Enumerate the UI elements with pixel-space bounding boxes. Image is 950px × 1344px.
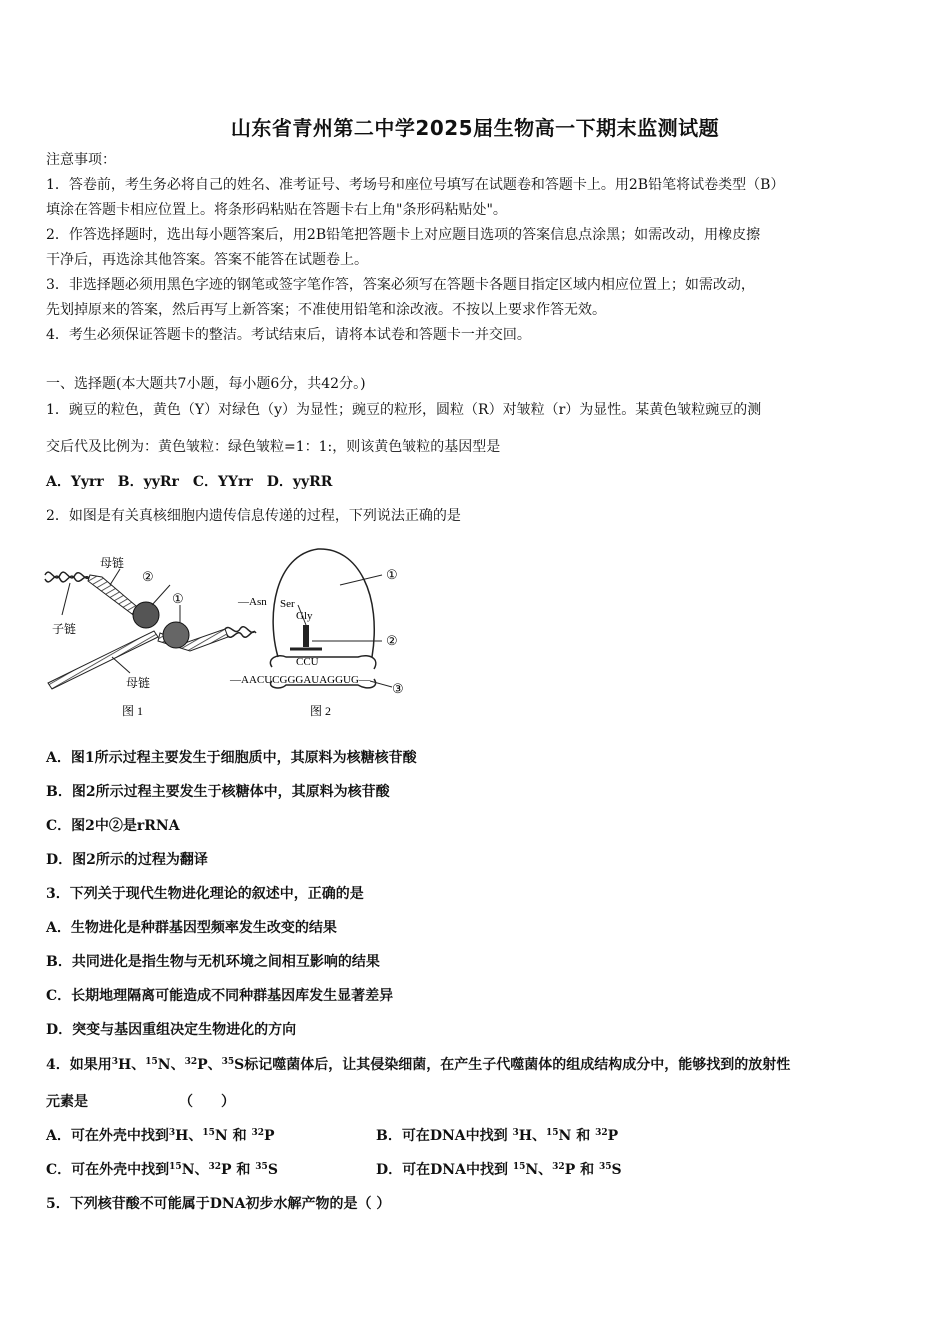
q4-option-a: A．可在外壳中找到$^3$H、$^{15}$N 和 $^{32}$P bbox=[46, 1128, 275, 1144]
q3-option-c: C．长期地理隔离可能造成不同种群基因库发生显著差异 bbox=[46, 988, 394, 1004]
q2-option-a: A．图1所示过程主要发生于细胞质中，其原料为核糖核苷酸 bbox=[46, 750, 417, 766]
label-anticodon: CCU bbox=[296, 656, 319, 668]
q4-option-d: D．可在DNA中找到 $^{15}$N、$^{32}$P 和 $^{35}$S bbox=[376, 1162, 622, 1178]
figure-1-caption: 图 1 bbox=[122, 704, 144, 718]
notice-line: 4．考生必须保证答题卡的整洁。考试结束后，请将本试卷和答题卡一并交回。 bbox=[46, 327, 531, 343]
q3-stem: 3．下列关于现代生物进化理论的叙述中，正确的是 bbox=[46, 886, 364, 902]
label-daughter-strand: 子链 bbox=[52, 622, 77, 636]
notice-line: 先划掉原来的答案，然后再写上新答案；不准使用铅笔和涂改液。不按以上要求作答无效。 bbox=[46, 302, 606, 318]
q2-option-c: C．图2中②是rRNA bbox=[46, 818, 180, 834]
figure-2-caption: 图 2 bbox=[310, 704, 332, 718]
q2-stem: 2．如图是有关真核细胞内遗传信息传递的过程，下列说法正确的是 bbox=[46, 508, 461, 524]
label-mrna-sequence: —AACUCGGGAUAGGUG— bbox=[230, 674, 370, 686]
label-asn: —Asn bbox=[238, 596, 267, 608]
label-gly: Gly bbox=[296, 610, 313, 622]
notice-line: 干净后，再选涂其他答案。答案不能答在试题卷上。 bbox=[46, 252, 368, 268]
q3-option-b: B．共同进化是指生物与无机环境之间相互影响的结果 bbox=[46, 954, 380, 970]
label-circle-2-fig2: ② bbox=[386, 633, 398, 648]
q1-stem: 1．豌豆的粒色，黄色（Y）对绿色（y）为显性；豌豆的粒形，圆粒（R）对皱粒（r）为显性。某黄色皱粒豌豆的测 bbox=[46, 402, 762, 418]
q2-figure bbox=[40, 545, 420, 729]
q1-options: A．Yyrr B．yyRr C．YYrr D．yyRR bbox=[46, 474, 333, 490]
notice-heading: 注意事项： bbox=[46, 152, 116, 168]
q3-option-d: D．突变与基因重组决定生物进化的方向 bbox=[46, 1022, 297, 1038]
label-circle-1-fig1: ① bbox=[172, 591, 184, 606]
label-circle-3-fig2: ③ bbox=[392, 681, 404, 696]
label-circle-2-fig1: ② bbox=[142, 569, 154, 584]
q4-stem: 元素是 （ ） bbox=[46, 1094, 235, 1110]
notice-line: 2．作答选择题时，选出每小题答案后，用2B铅笔把答题卡上对应题目选项的答案信息点涂黑；如需改动，用橡皮擦 bbox=[46, 227, 761, 243]
q4-option-b: B．可在DNA中找到 $^3$H、$^{15}$N 和 $^{32}$P bbox=[376, 1128, 619, 1144]
label-mother-strand-top: 母链 bbox=[100, 556, 125, 570]
notice-line: 填涂在答题卡相应位置上。将条形码粘贴在答题卡右上角"条形码粘贴处"。 bbox=[46, 202, 507, 218]
q4-stem: 4．如果用$^3$H、$^{15}$N、$^{32}$P、$^{35}$S标记噬菌体后，让其侵染细菌，在产生子代噬菌体的组成结构成分中，能够找到的放射性 bbox=[46, 1057, 791, 1073]
notice-line: 3．非选择题必须用黑色字迹的钢笔或签字笔作答，答案必须写在答题卡各题目指定区域内相应位置上；如需改动， bbox=[46, 277, 755, 293]
figure-1 bbox=[45, 556, 256, 718]
page-title: 山东省青州第二中学2025届生物高一下期末监测试题 bbox=[230, 116, 720, 140]
q3-option-a: A．生物进化是种群基因型频率发生改变的结果 bbox=[46, 920, 337, 936]
q1-stem: 交后代及比例为：黄色皱粒：绿色皱粒=1：1:，则该黄色皱粒的基因型是 bbox=[46, 439, 501, 455]
label-mother-strand-bottom: 母链 bbox=[126, 676, 151, 690]
figure-2 bbox=[229, 549, 404, 718]
label-ser: Ser bbox=[280, 598, 295, 610]
q5-stem: 5．下列核苷酸不可能属于DNA初步水解产物的是（ ） bbox=[46, 1196, 391, 1212]
q2-option-b: B．图2所示过程主要发生于核糖体中，其原料为核苷酸 bbox=[46, 784, 390, 800]
label-circle-1-fig2: ① bbox=[386, 567, 398, 582]
q4-option-c: C．可在外壳中找到$^{15}$N、$^{32}$P 和 $^{35}$S bbox=[46, 1162, 278, 1178]
q2-option-d: D．图2所示的过程为翻译 bbox=[46, 852, 208, 868]
section-heading: 一、选择题(本大题共7小题，每小题6分，共42分。) bbox=[46, 376, 366, 392]
notice-line: 1．答卷前，考生务必将自己的姓名、准考证号、考场号和座位号填写在试题卷和答题卡上。用2B铅笔将试卷类型（B） bbox=[46, 177, 785, 193]
